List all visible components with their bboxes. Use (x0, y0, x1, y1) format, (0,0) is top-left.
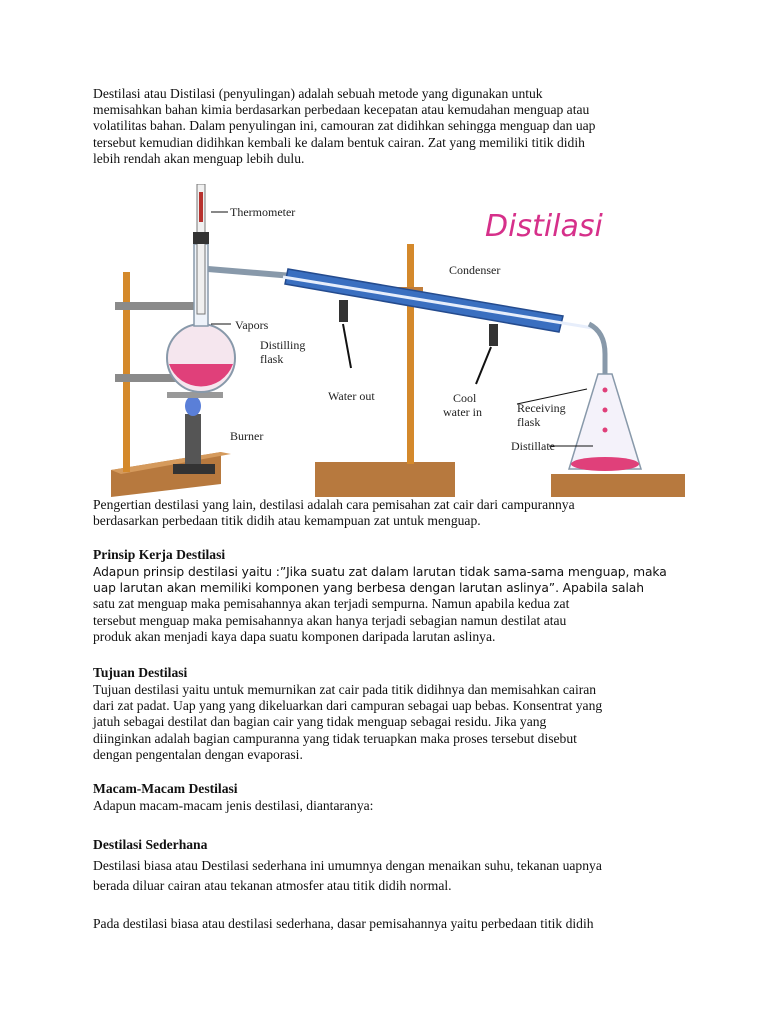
label-cool-water-2: water in (443, 405, 482, 419)
label-vapors: Vapors (235, 318, 269, 332)
tujuan-line: jatuh sebagai destilat dan bagian cair yang tidak menguap sebagai residu. Jika yang (93, 714, 547, 730)
distillation-diagram (93, 184, 685, 497)
tujuan-line: diinginkan adalah bagian campuranna yang tidak teruapkan maka proses tersebut disebut (93, 730, 577, 746)
heading-tujuan: Tujuan Destilasi (93, 665, 188, 680)
label-receiving-flask-2: flask (517, 415, 541, 429)
tujuan-line: dari zat padat. Uap yang yang dikeluarkan dari campuran sebagai uap bebas. Konsentrat yang (93, 698, 603, 714)
label-distilling-flask-2: flask (260, 352, 284, 366)
label-burner: Burner (230, 429, 264, 443)
label-thermometer: Thermometer (230, 205, 296, 219)
label-distilling-flask-1: Distilling (260, 338, 306, 352)
water-in-nozzle (489, 324, 498, 346)
wire-gauze (167, 392, 223, 398)
intro-paragraph (93, 86, 693, 167)
definition-paragraph (93, 497, 693, 529)
heading-prinsip: Prinsip Kerja Destilasi (93, 547, 226, 562)
prinsip-line: produk akan menjadi kaya dapa suatu komponen daripada larutan aslinya. (93, 628, 496, 644)
label-water-out: Water out (328, 389, 375, 403)
intro-line: lebih rendah akan menguap lebih dulu. (93, 150, 305, 166)
prinsip-line: uap larutan akan memiliki komponen yang berbesa dengan larutan aslinya”. Apabila salah (93, 581, 644, 596)
prinsip-paragraph (93, 564, 693, 645)
label-receiving-flask-1: Receiving (517, 401, 566, 415)
prinsip-line: satu zat menguap maka pemisahannya akan terjadi sempurna. Namun apabila kedua zat (93, 596, 570, 612)
water-out-nozzle (339, 300, 348, 322)
burner-flame (185, 396, 201, 416)
intro-line: memisahkan bahan kimia berdasarkan perbedaan kecepatan atau kemudahan menguap atau (93, 102, 590, 118)
sederhana-last-line: Pada destilasi biasa atau destilasi sederhana, dasar pemisahannya yaitu perbedaan titik didih (93, 916, 594, 931)
sederhana-line: Destilasi biasa atau Destilasi sederhana ini umumnya dengan menaikan suhu, tekanan uapnya (93, 858, 602, 873)
right-base-board (551, 474, 685, 497)
intro-line: tersebut kemudian didihkan kembali ke dalam bentuk cairan. Zat yang memiliki titik didih (93, 134, 585, 150)
middle-base-board (315, 462, 455, 497)
tujuan-line: dengan pengentalan dengan evaporasi. (93, 746, 303, 762)
label-distillate: Distillate (511, 439, 555, 453)
definition-line: berdasarkan perbedaan titik didih atau kemampuan zat untuk menguap. (93, 513, 481, 529)
prinsip-line: tersebut menguap maka pemisahannya akan hanya terjadi sebagian namun destilat atau (93, 612, 567, 628)
heading-sederhana: Destilasi Sederhana (93, 837, 208, 852)
middle-stand-rod (407, 244, 414, 464)
label-condenser: Condenser (449, 263, 501, 277)
burner-base (173, 464, 215, 474)
distillation-diagram-svg (93, 184, 685, 497)
sederhana-paragraph (93, 856, 693, 896)
heading-macam: Macam-Macam Destilasi (93, 781, 238, 796)
clamp-upper (115, 302, 205, 310)
sederhana-line: berada diluar cairan atau tekanan atmosfer atau titik didih normal. (93, 878, 452, 893)
distillate-liquid (571, 457, 639, 471)
macam-line: Adapun macam-macam jenis destilasi, diantaranya: (93, 798, 374, 813)
diagram-title: Distilasi (485, 209, 603, 244)
prinsip-line: Adapun prinsip destilasi yaitu :”Jika suatu zat dalam larutan tidak sama-sama menguap, maka (93, 565, 667, 579)
tujuan-line: Tujuan destilasi yaitu untuk memurnikan zat cair pada titik didihnya dan memisahkan cairan (93, 682, 597, 697)
definition-line: Pengertian destilasi yang lain, destilasi adalah cara pemisahan zat cair dari campurannya (93, 497, 575, 512)
label-cool-water-1: Cool (453, 391, 477, 405)
intro-line: Destilasi atau Distilasi (penyulingan) adalah sebuah metode yang digunakan untuk (93, 86, 543, 101)
tujuan-paragraph (93, 682, 693, 763)
intro-line: volatilitas bahan. Dalam penyulingan ini, camouran zat didihkan sehingga menguap dan uap (93, 118, 596, 134)
